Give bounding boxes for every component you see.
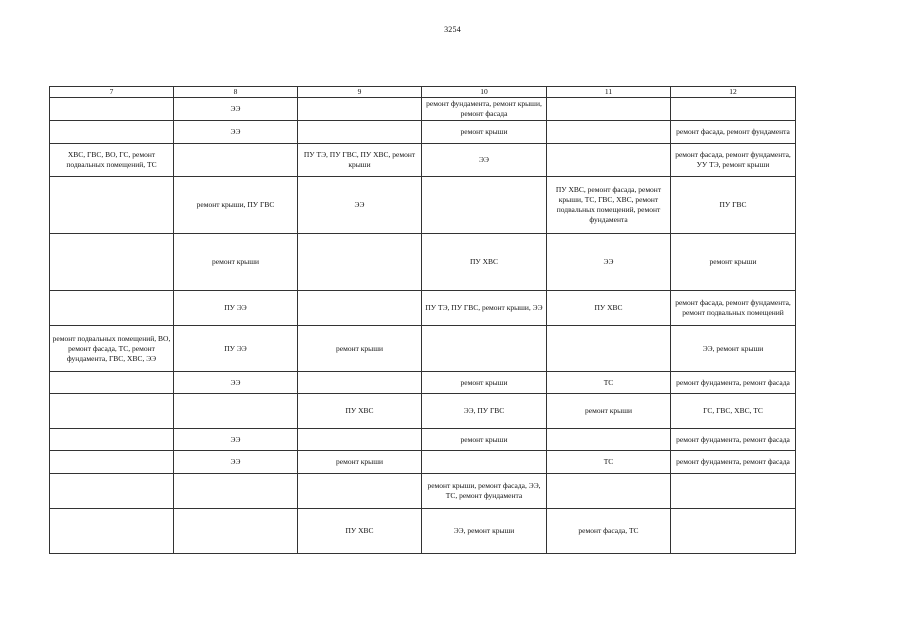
table-cell [50,98,174,121]
table-cell: ЭЭ, ремонт крыши [422,509,547,554]
table-cell [547,98,671,121]
table-cell [298,98,422,121]
table-cell: ЭЭ [174,451,298,474]
table-cell [671,509,796,554]
column-header: 8 [174,87,298,98]
table-cell [50,451,174,474]
table-cell: ремонт фасада, ТС [547,509,671,554]
table-cell [50,177,174,234]
table-cell: ремонт крыши [422,121,547,144]
table-cell [547,474,671,509]
table-cell: ПУ ХВС [547,291,671,326]
table-cell: ремонт фундамента, ремонт крыши, ремонт фасада [422,98,547,121]
column-header: 12 [671,87,796,98]
table-cell [298,474,422,509]
table-cell [298,372,422,394]
table-cell [174,509,298,554]
table-cell [298,121,422,144]
works-table [49,86,796,554]
table-cell: ремонт крыши, ремонт фасада, ЭЭ, ТС, ремонт фундамента [422,474,547,509]
table-cell [547,326,671,372]
table-cell [547,429,671,451]
table-row [50,474,796,509]
table-cell: ПУ ЭЭ [174,291,298,326]
table-cell [174,144,298,177]
table-cell: ремонт крыши [174,234,298,291]
table-cell [174,474,298,509]
table-cell [50,474,174,509]
table-cell: ТС [547,451,671,474]
table-cell: ремонт фасада, ремонт фундамента, УУ ТЭ, ремонт крыши [671,144,796,177]
table-cell [547,121,671,144]
table-row [50,98,796,121]
table-cell: ЭЭ [298,177,422,234]
column-header: 9 [298,87,422,98]
table-cell: ЭЭ, ПУ ГВС [422,394,547,429]
table-row [50,451,796,474]
table-cell: ремонт фасада, ремонт фундамента [671,121,796,144]
table-cell: ремонт подвальных помещений, ВО, ремонт фасада, ТС, ремонт фундамента, ГВС, ХВС, ЭЭ [50,326,174,372]
table-cell: ПУ ЭЭ [174,326,298,372]
table-cell [50,121,174,144]
table-cell: ЭЭ [174,372,298,394]
table-cell [50,429,174,451]
table-cell [422,451,547,474]
table-cell: ремонт крыши [671,234,796,291]
table-cell: ремонт крыши [298,451,422,474]
table-row [50,291,796,326]
table-cell: ЭЭ [547,234,671,291]
table-cell [671,474,796,509]
table-row [50,372,796,394]
table-cell: ремонт крыши [298,326,422,372]
table-cell [298,429,422,451]
table-cell: ремонт фундамента, ремонт фасада [671,451,796,474]
table-cell: ПУ ТЭ, ПУ ГВС, ремонт крыши, ЭЭ [422,291,547,326]
table-cell: ремонт фасада, ремонт фундамента, ремонт подвальных помещений [671,291,796,326]
table-cell: ремонт крыши, ПУ ГВС [174,177,298,234]
table-cell [50,291,174,326]
table-cell [50,394,174,429]
table-cell: ПУ ГВС [671,177,796,234]
table-row [50,326,796,372]
table-cell: ремонт крыши [422,372,547,394]
table-cell [298,291,422,326]
column-header: 11 [547,87,671,98]
page-number: 3254 [444,25,461,34]
header-row [50,87,796,98]
table-cell: ЭЭ [174,121,298,144]
table-cell [547,144,671,177]
table-row [50,121,796,144]
table-cell [50,372,174,394]
column-header: 10 [422,87,547,98]
table-cell: ПУ ХВС [422,234,547,291]
table-cell [174,394,298,429]
table-cell [298,234,422,291]
table-cell: ПУ ХВС [298,394,422,429]
table-cell: ГС, ГВС, ХВС, ТС [671,394,796,429]
table-cell: ПУ ТЭ, ПУ ГВС, ПУ ХВС, ремонт крыши [298,144,422,177]
table-cell [422,326,547,372]
table-row [50,429,796,451]
table-row [50,394,796,429]
table-cell [50,234,174,291]
table-row [50,509,796,554]
table-cell [422,177,547,234]
column-header: 7 [50,87,174,98]
table-cell: ХВС, ГВС, ВО, ГС, ремонт подвальных помещений, ТС [50,144,174,177]
table-cell: ремонт фундамента, ремонт фасада [671,372,796,394]
table-cell: ЭЭ [422,144,547,177]
table-row [50,177,796,234]
table-row [50,234,796,291]
table-cell: ЭЭ [174,429,298,451]
table-cell: ТС [547,372,671,394]
table-cell: ЭЭ [174,98,298,121]
table-cell [671,98,796,121]
table-cell: ПУ ХВС, ремонт фасада, ремонт крыши, ТС, ГВС, ХВС, ремонт подвальных помещений, ремонт фундамента [547,177,671,234]
table-cell: ремонт крыши [422,429,547,451]
table-cell: ремонт крыши [547,394,671,429]
table-cell: ПУ ХВС [298,509,422,554]
table-cell [50,509,174,554]
table-cell: ЭЭ, ремонт крыши [671,326,796,372]
table-row [50,144,796,177]
table-cell: ремонт фундамента, ремонт фасада [671,429,796,451]
